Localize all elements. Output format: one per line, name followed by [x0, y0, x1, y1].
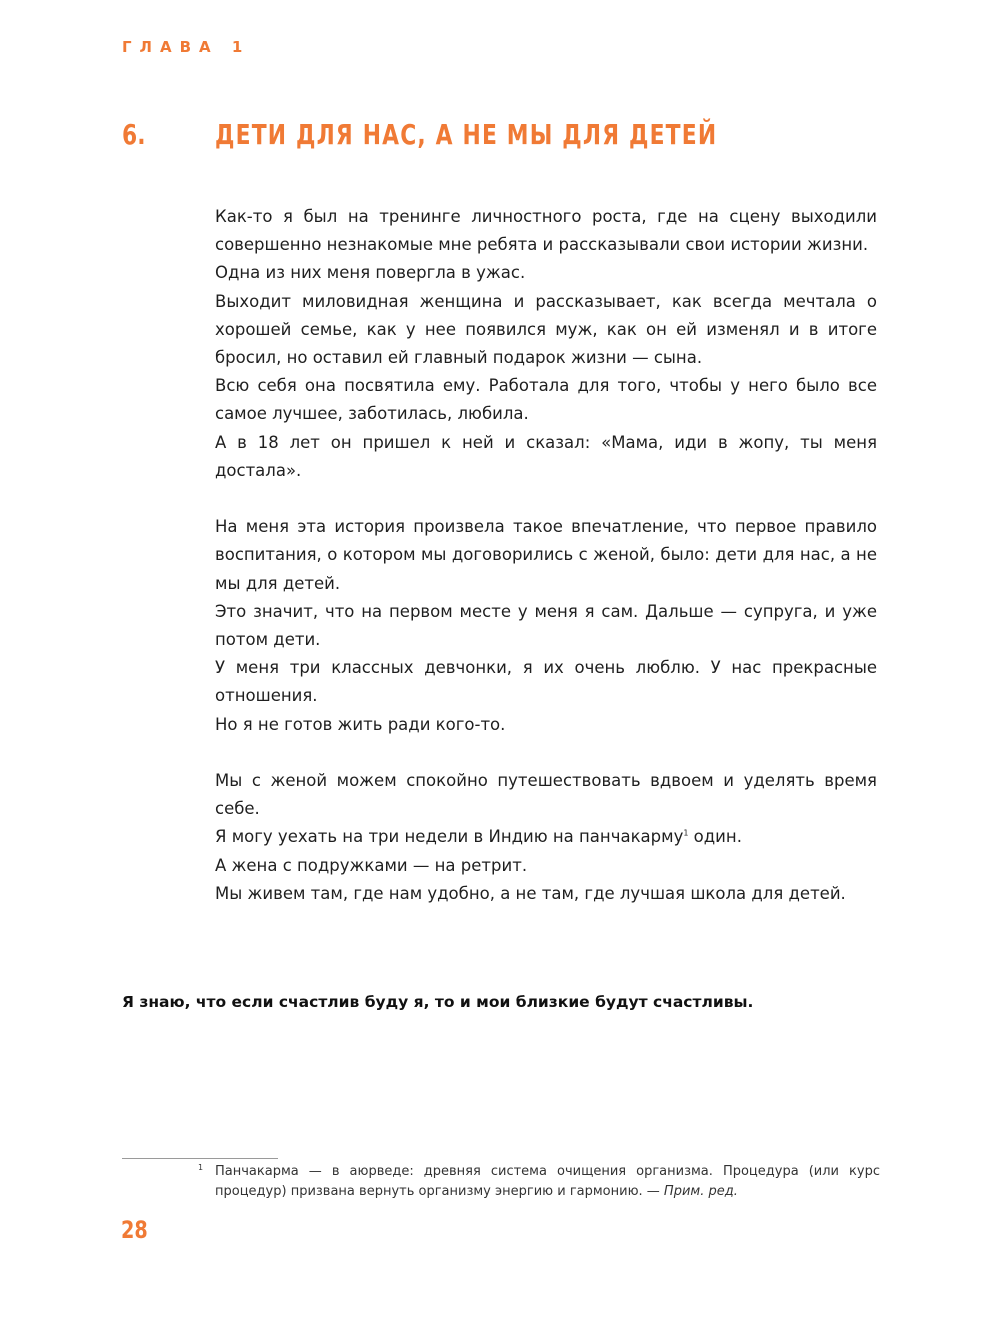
footnote-text: Панчакарма — в аюрведе: древняя система очищения организма. Процедура (или курс процедур) призвана вернуть организму энергию и гармонию. — [215, 1164, 880, 1199]
paragraph: А в 18 лет он пришел к ней и сказал: «Мама, иди в жопу, ты меня достала». [215, 432, 877, 480]
footnote-editor-note: Прим. ред. [663, 1184, 738, 1199]
page-number: 28 [121, 1216, 148, 1244]
paragraph: Как-то я был на тренинге личностного роста, где на сцену выходили совершенно незнакомые мне ребята и рассказывали свои истории жизни. [215, 207, 877, 255]
paragraph: Выходит миловидная женщина и рассказывает, как всегда мечтала о хорошей семье, как у нее появился муж, как он ей изменял и в итоге бросил, но оставил ей главный подарок жизни — сына. [215, 291, 877, 368]
paragraph-gap [215, 739, 877, 767]
body-text [215, 203, 877, 908]
paragraph: Но я не готов жить ради кого-то. [215, 714, 506, 734]
paragraph: У меня три классных девчонки, я их очень люблю. У нас прекрасные отношения. [215, 658, 877, 706]
paragraph-text: один. [688, 827, 742, 847]
paragraph: Мы с женой можем спокойно путешествовать вдвоем и уделять время себе. [215, 771, 877, 819]
section-title: ДЕТИ ДЛЯ НАС, А НЕ МЫ ДЛЯ ДЕТЕЙ [215, 118, 718, 151]
paragraph: А жена с подружками — на ретрит. [215, 855, 528, 875]
paragraph: Всю себя она посвятила ему. Работала для того, чтобы у него было все самое лучшее, заботилась, любила. [215, 376, 877, 424]
footnote [215, 1162, 880, 1202]
paragraph-text: Я могу уехать на три недели в Индию на панчакарму [215, 827, 684, 847]
paragraph: На меня эта история произвела такое впечатление, что первое правило воспитания, о котором мы договорились с женой, было: дети для нас, а не мы для детей. [215, 517, 877, 593]
footnote-marker: 1 [198, 1163, 204, 1172]
paragraph-gap [215, 485, 877, 513]
paragraph: Одна из них меня повергла в ужас. [215, 263, 526, 283]
section-heading [122, 118, 922, 162]
footnote-reference[interactable]: 1 [683, 828, 689, 838]
conclusion-statement: Я знаю, что если счастлив буду я, то и мои близкие будут счастливы. [122, 993, 754, 1011]
paragraph: Это значит, что на первом месте у меня я сам. Дальше — супруга, и уже потом дети. [215, 601, 877, 650]
running-head: ГЛАВА 1 [122, 38, 251, 56]
footnote-divider [122, 1158, 278, 1159]
paragraph-with-footnote [215, 823, 877, 851]
paragraph: Мы живем там, где нам удобно, а не там, где лучшая школа для детей. [215, 883, 846, 903]
section-number: 6. [122, 118, 146, 151]
